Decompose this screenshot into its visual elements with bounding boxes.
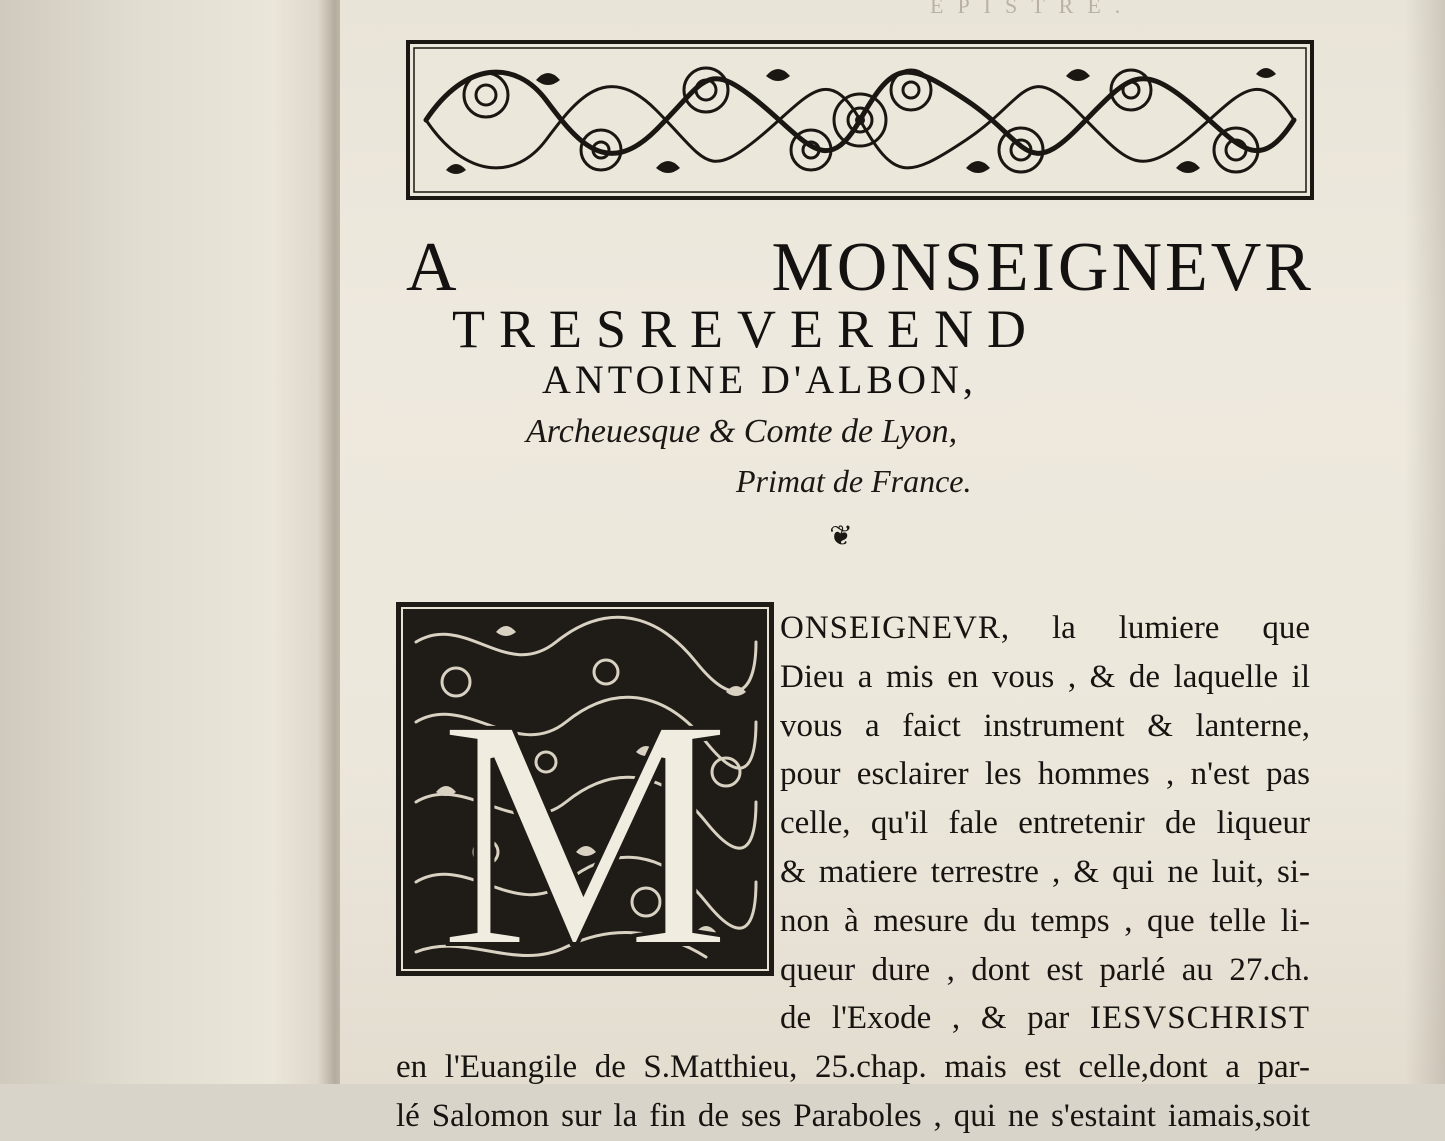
body-line-7: non à mesure du temps , que telle li- — [780, 902, 1310, 939]
body-line-3: vous a faict instrument & lanterne, — [780, 707, 1310, 744]
salutation: ONSEIGNEVR — [780, 610, 1001, 646]
body-line-8: queur dure , dont est parlé au 27.ch. — [780, 951, 1310, 988]
subtitle-line-1: Archeuesque & Comte de Lyon, — [526, 413, 958, 450]
page-edge-shadow — [1405, 0, 1445, 1084]
body-line-6: & matiere terrestre , & qui ne luit, si- — [780, 853, 1310, 890]
name-iesvschrist: IESVSCHRIST — [1089, 1000, 1310, 1037]
running-head: EPISTRE. — [930, 0, 1135, 18]
title-line-1: A MONSEIGNEVR — [406, 229, 1314, 306]
title-line-2: TRESREVEREND — [452, 299, 1041, 359]
body-line-1-rest: , la lumiere que — [1000, 610, 1310, 646]
body-line-9 — [780, 994, 1310, 1043]
body-line-4: pour esclairer les hommes , n'est pas — [780, 756, 1310, 793]
initial-letter: M — [438, 651, 732, 1016]
title-line-3: ANTOINE D'ALBON, — [542, 357, 977, 402]
body-line-5: celle, qu'il fale entretenir de liqueur — [780, 805, 1310, 842]
body-line-10: en l'Euangile de S.Matthieu, 25.chap. mais est celle,dont a par- — [396, 1049, 1310, 1086]
subtitle-line-2: Primat de France. — [736, 463, 972, 499]
fleuron-ornament: ❦ — [829, 519, 853, 552]
body-text — [396, 604, 1310, 1134]
body-line-9-pre: de l'Exode , & par — [780, 1000, 1090, 1037]
ornamental-headpiece — [406, 40, 1314, 200]
left-page — [0, 0, 340, 1084]
body-line-1 — [780, 604, 1310, 653]
body-line-2: Dieu a mis en vous , & de laquelle il — [780, 658, 1310, 695]
body-line-11: lé Salomon sur la fin de ses Paraboles , qui ne s'estaint iamais,soit — [396, 1097, 1310, 1134]
